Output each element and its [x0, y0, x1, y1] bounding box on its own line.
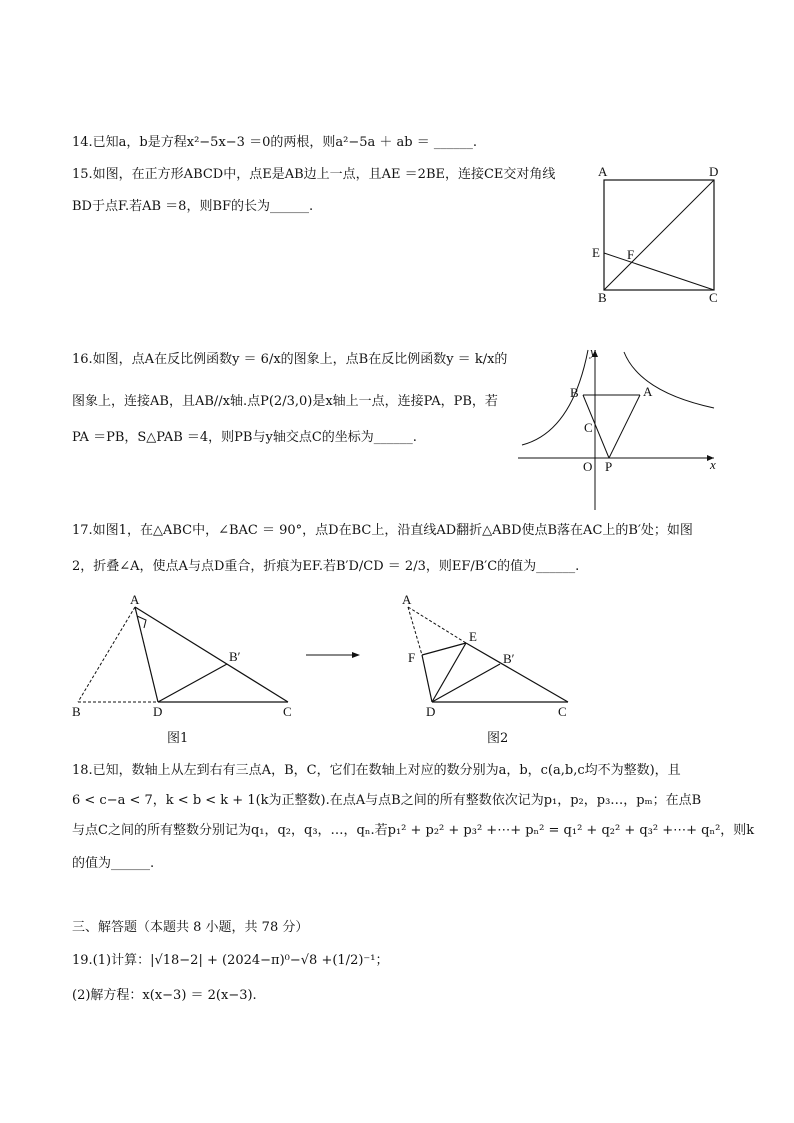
q15-label-A: A — [598, 164, 608, 179]
q17-text-line1: 17.如图1，在△ABC中，∠BAC ＝ 90°，点D在BC上，沿直线AD翻折△ABD使点B落在AC上的B′处；如图 — [72, 523, 693, 538]
q15-label-D: D — [709, 164, 719, 179]
q15-label-E: E — [592, 245, 600, 260]
q17-text-line2: 2，折叠∠A，使点A与点D重合，折痕为EF.若B′D/CD ＝ 2/3，则EF/B′C的值为______. — [72, 559, 580, 574]
q15-text-line2: BD于点F.若AB ＝8，则BF的长为______. — [72, 199, 314, 214]
q17-fig2-label-A: A — [402, 592, 412, 607]
q17-fig2-label-E: E — [469, 629, 477, 644]
q17-fig1-label-Bp: B′ — [229, 649, 241, 664]
q17-fig1-label-B: B — [72, 704, 81, 719]
q16-label-B: B — [570, 385, 579, 400]
q16-label-C: C — [584, 420, 593, 435]
q16-label-x: x — [710, 457, 716, 472]
q14-text: 14.已知a，b是方程x²−5x−3 ＝0的两根，则a²−5a ＋ ab ＝ ______. — [72, 135, 477, 150]
q16-label-y: y — [590, 344, 596, 359]
q18-text-line1: 18.已知，数轴上从左到右有三点A，B，C，它们在数轴上对应的数分别为a，b，c(a,b,c均不为整数)，且 — [72, 763, 681, 778]
q16-label-O: O — [583, 459, 593, 474]
q19-text-line2: (2)解方程：x(x−3) ＝ 2(x−3). — [72, 988, 257, 1003]
q17-fig1-caption: 图1 — [167, 731, 189, 746]
q16-label-A: A — [643, 384, 653, 399]
q15-text-line1: 15.如图，在正方形ABCD中，点E是AB边上一点，且AE ＝2BE，连接CE交对角线 — [72, 167, 556, 182]
q17-fig2-caption: 图2 — [487, 731, 509, 746]
q19-text-line1: 19.(1)计算：|√18−2| + (2024−π)⁰−√8 +(1/2)⁻¹； — [72, 953, 389, 968]
q15-label-C: C — [709, 290, 718, 305]
q17-fig1-label-C: C — [283, 704, 292, 719]
q17-fig2-label-Bp: B′ — [503, 651, 515, 666]
q15-label-F: F — [627, 247, 635, 262]
q18-text-line2: 6 < c−a < 7，k < b < k + 1(k为正整数).在点A与点B之间的所有整数依次记为p₁，p₂，p₃…，pₘ；在点B — [72, 793, 702, 808]
q15-label-B: B — [598, 290, 607, 305]
q16-text-line3: PA ＝PB，S△PAB ＝4，则PB与y轴交点C的坐标为______. — [72, 430, 417, 445]
q17-fig2-label-D: D — [426, 704, 436, 719]
q16-label-P: P — [605, 459, 613, 474]
q17-fig1-label-D: D — [153, 704, 163, 719]
q16-text-line2: 图象上，连接AB，且AB//x轴.点P(2/3,0)是x轴上一点，连接PA，PB，若 — [72, 394, 498, 409]
q17-fig2-label-F: F — [408, 650, 416, 665]
q16-text-line1: 16.如图，点A在反比例函数y ＝ 6/x的图象上，点B在反比例函数y ＝ k/x的 — [72, 352, 508, 367]
q17-fig1-label-A: A — [130, 592, 140, 607]
section3-heading: 三、解答题（本题共 8 小题，共 78 分） — [72, 920, 309, 935]
q18-text-line4: 的值为______. — [72, 856, 155, 871]
q17-fig2-label-C: C — [558, 704, 567, 719]
q18-text-line3: 与点C之间的所有整数分别记为q₁，q₂，q₃，…，qₙ.若p₁² + p₂² + p₃² +⋯+ pₙ² = q₁² + q₂² + q₃² +⋯+ qₙ²，则k — [72, 823, 755, 838]
